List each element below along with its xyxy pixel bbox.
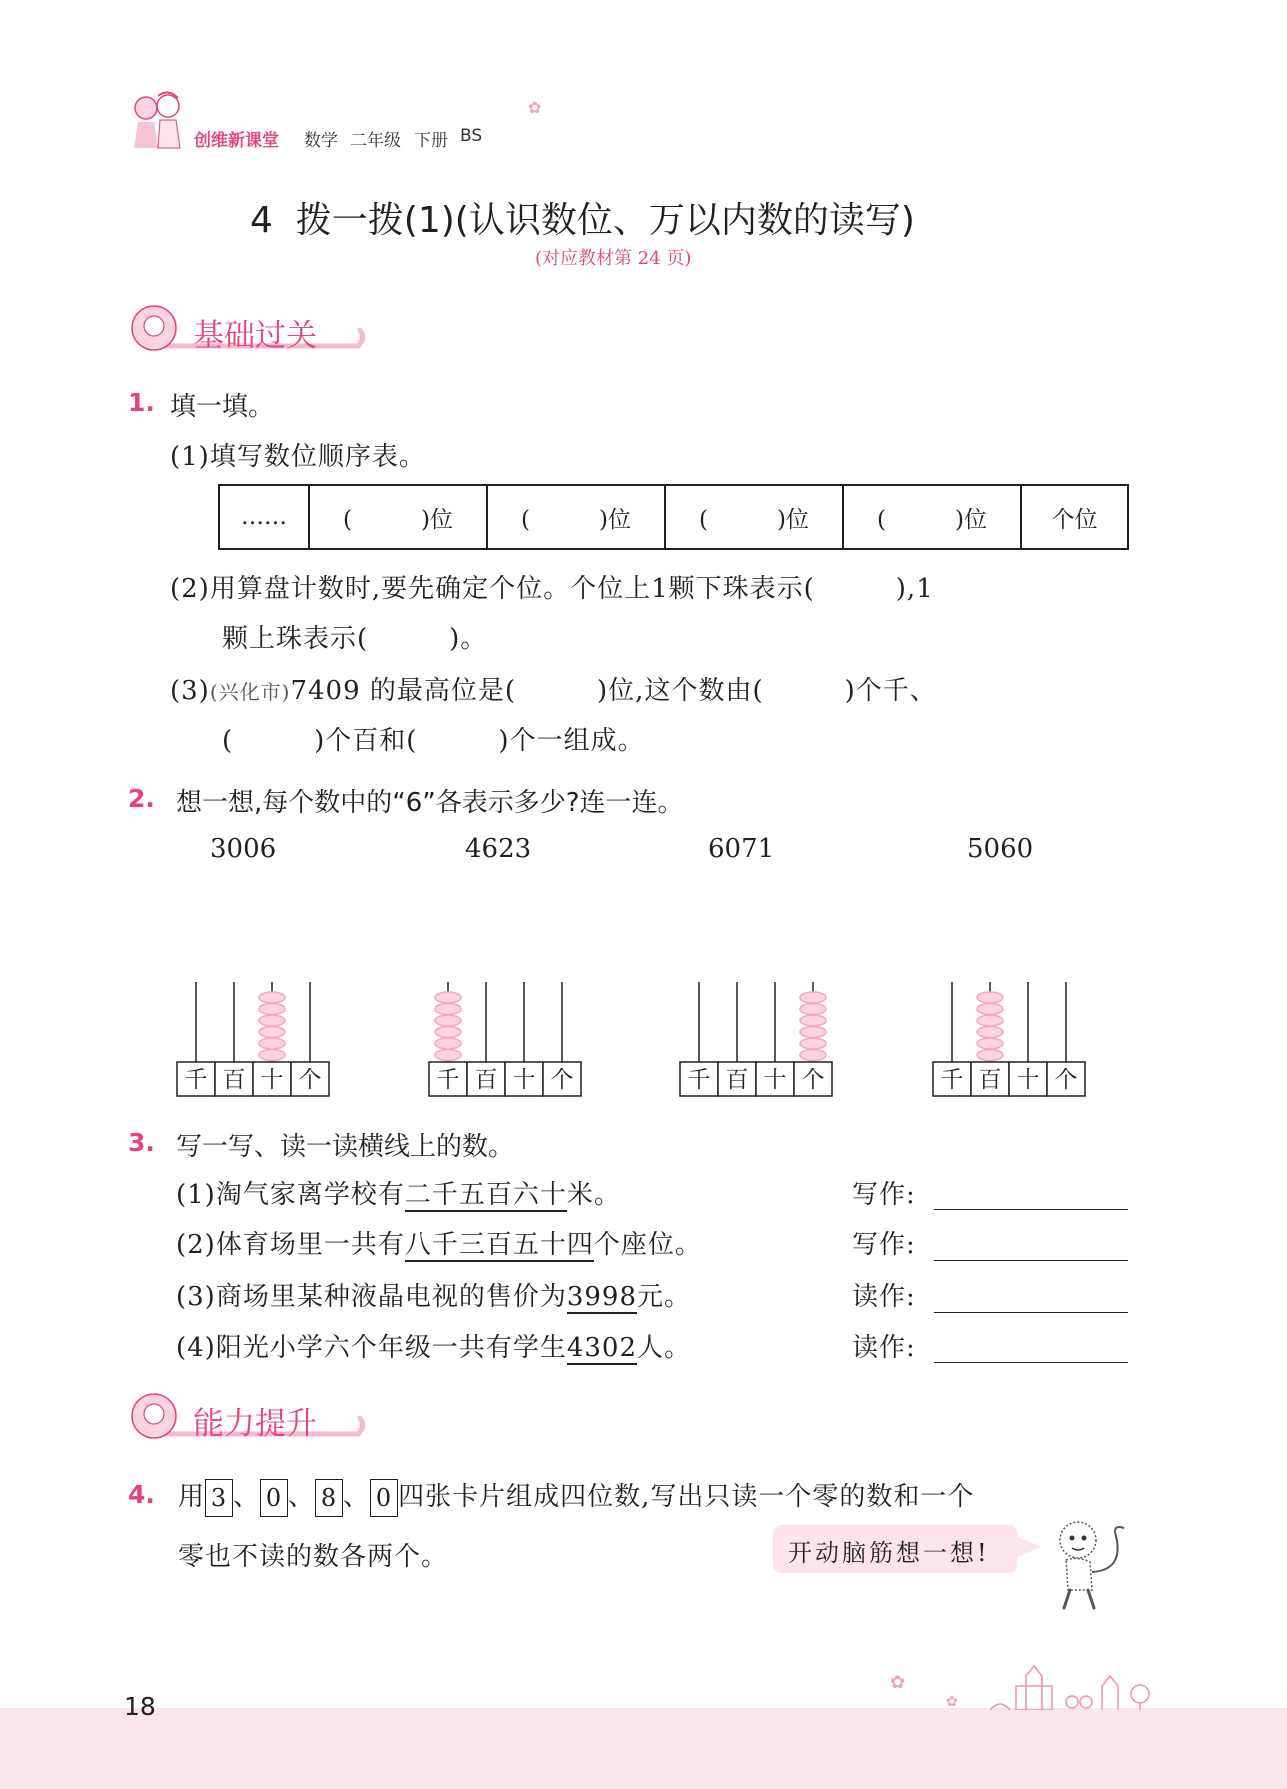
header-mascot-illustration (128, 88, 190, 152)
abacus-place-label: 个 (801, 1067, 825, 1093)
q2-number-a[interactable]: 3006 (210, 834, 277, 864)
q4-number: 4. (128, 1480, 155, 1509)
abacus-place-label: 千 (436, 1067, 460, 1093)
decorative-flower-icon: ✿ (946, 1694, 958, 1710)
q2-number: 2. (128, 784, 155, 813)
abacus-bead (977, 992, 1003, 1003)
abacus-place-label: 千 (184, 1067, 208, 1093)
place-cell-blank[interactable]: ( )位 (309, 485, 487, 549)
abacus-bead (259, 1004, 285, 1015)
abacus-bead (435, 1015, 461, 1026)
abacus-bead (977, 1038, 1003, 1049)
q3-answer-line-3[interactable] (934, 1312, 1128, 1313)
q3-item-4 (176, 1327, 691, 1364)
q3-underlined-number: 3998 (566, 1282, 638, 1312)
q4-line2: 零也不读的数各两个。 (178, 1542, 449, 1572)
hint-bubble-tail (1015, 1536, 1041, 1558)
q4-lead: 用 (178, 1482, 206, 1512)
lesson-title: 4 拨一拨(1)(认识数位、万以内数的读写) (250, 200, 915, 241)
q4-line1 (178, 1476, 974, 1517)
series-name: 创维新课堂 (194, 131, 279, 151)
monkey-mascot-illustration (1046, 1516, 1132, 1612)
abacus-bead (800, 1004, 826, 1015)
abacus-place-label: 十 (763, 1067, 787, 1093)
abacus-bead (800, 1027, 826, 1038)
decorative-flower-icon: ✿ (890, 1672, 906, 1693)
place-cell-blank[interactable]: ( )位 (665, 485, 843, 549)
q3-item-text: (3)商场里某种液晶电视的售价为 (176, 1282, 567, 1312)
q3-answer-label-3: 读作: (852, 1282, 916, 1312)
number-card: 8 (315, 1479, 343, 1517)
abacus-place-label: 十 (1016, 1067, 1040, 1093)
abacus-bead (800, 992, 826, 1003)
abacus-place-label: 个 (298, 1067, 322, 1093)
place-cell-blank[interactable]: ( )位 (487, 485, 665, 549)
q1-part3-label: (3) (170, 676, 210, 706)
abacus-place-label: 百 (978, 1067, 1002, 1093)
q3-item-1 (176, 1174, 621, 1211)
q2-number-c[interactable]: 6071 (708, 834, 775, 864)
q1-part1: (1)填写数位顺序表。 (170, 442, 426, 472)
abacus-bead (435, 1004, 461, 1015)
abacus-bead (977, 1004, 1003, 1015)
q3-item-2 (176, 1224, 702, 1261)
q1-part2-line2: 颗上珠表示( )。 (222, 624, 488, 654)
q3-underlined-number: 4302 (566, 1333, 638, 1363)
place-cell-blank[interactable]: ( )位 (843, 485, 1021, 549)
q3-answer-label-4: 读作: (852, 1333, 916, 1363)
q3-number: 3. (128, 1128, 155, 1157)
abacus-place-label: 个 (550, 1067, 574, 1093)
q1-part3-line2: ( )个百和( )个一组成。 (222, 726, 645, 756)
q2-number-d[interactable]: 5060 (967, 834, 1034, 864)
abacus-bead (435, 1038, 461, 1049)
number-card: 0 (260, 1479, 288, 1517)
section-title-basic: 基础过关 (193, 318, 317, 354)
abacus-place-label: 个 (1054, 1067, 1078, 1093)
edition-label: BS (460, 126, 483, 146)
place-cell-ellipsis: …… (219, 485, 309, 549)
place-value-table (218, 484, 1129, 550)
q1-part3-text: 7409 的最高位是( )位,这个数由( )个千、 (290, 676, 937, 706)
q3-underlined-number: 八千三百五十四 (404, 1230, 594, 1260)
abacus-bead (977, 1015, 1003, 1026)
abacus-place-label: 百 (474, 1067, 498, 1093)
q3-item-3 (176, 1276, 691, 1313)
abacus-bead (259, 992, 285, 1003)
abacus-bead (435, 992, 461, 1003)
q1-part3-line1 (170, 670, 937, 707)
castle-illustration (990, 1646, 1170, 1710)
q3-answer-label-1: 写作: (852, 1180, 916, 1210)
q3-item-unit: 人。 (637, 1333, 692, 1363)
q1-number: 1. (128, 388, 155, 417)
q3-underlined-number: 二千五百六十 (404, 1180, 567, 1210)
page-number: 18 (124, 1692, 156, 1721)
abacus-place-label: 千 (940, 1067, 964, 1093)
q3-item-unit: 米。 (566, 1180, 621, 1210)
q3-answer-line-2[interactable] (934, 1260, 1128, 1261)
abacus-place-label: 百 (725, 1067, 749, 1093)
abacus-place-label: 千 (687, 1067, 711, 1093)
q4-separator: 、 (233, 1482, 261, 1512)
q2-prompt: 想一想,每个数中的“6”各表示多少?连一连。 (176, 788, 684, 818)
volume-label: 下册 (414, 131, 448, 151)
q3-item-unit: 个座位。 (593, 1230, 702, 1260)
abacus-bead (800, 1015, 826, 1026)
abacus-bead (259, 1038, 285, 1049)
number-card: 3 (205, 1479, 233, 1517)
abacus-bead (259, 1050, 285, 1061)
q4-separator: 、 (288, 1482, 316, 1512)
q1-part3-source: (兴化市) (209, 680, 291, 704)
q3-item-unit: 元。 (637, 1282, 692, 1312)
abacus-bead (435, 1050, 461, 1061)
q3-item-text: (2)体育场里一共有 (176, 1230, 405, 1260)
q3-answer-line-4[interactable] (934, 1362, 1128, 1363)
hint-bubble-text: 开动脑筋想一想! (788, 1539, 990, 1567)
abacus-bead (259, 1015, 285, 1026)
q4-text: 四张卡片组成四位数,写出只读一个零的数和一个 (398, 1482, 975, 1512)
q1-prompt: 填一填。 (170, 392, 275, 422)
q3-item-text: (4)阳光小学六个年级一共有学生 (176, 1333, 567, 1363)
q1-part2-line1: (2)用算盘计数时,要先确定个位。个位上1颗下珠表示( ),1 (170, 574, 934, 604)
place-cell-ones: 个位 (1021, 485, 1128, 549)
abacus-bead (800, 1038, 826, 1049)
decorative-flower-icon: ✿ (528, 98, 542, 117)
grade-label: 二年级 (350, 131, 401, 151)
footer-band (0, 1708, 1287, 1789)
abacus-bead (977, 1050, 1003, 1061)
number-card: 0 (370, 1479, 398, 1517)
abacus-bead (977, 1027, 1003, 1038)
section-title-advanced: 能力提升 (193, 1406, 317, 1442)
subject-label: 数学 (304, 131, 338, 151)
abacus-bead (435, 1027, 461, 1038)
q3-answer-line-1[interactable] (934, 1209, 1128, 1210)
lesson-subtitle: (对应教材第 24 页) (535, 248, 692, 269)
abacus-bead (259, 1027, 285, 1038)
q3-prompt: 写一写、读一读横线上的数。 (176, 1132, 515, 1162)
abacus-place-label: 十 (512, 1067, 536, 1093)
q4-separator: 、 (343, 1482, 371, 1512)
abacus-place-label: 百 (222, 1067, 246, 1093)
q3-item-text: (1)淘气家离学校有 (176, 1180, 405, 1210)
q2-number-b[interactable]: 4623 (465, 834, 532, 864)
abacus-bead (800, 1050, 826, 1061)
abacus-place-label: 十 (260, 1067, 284, 1093)
q3-answer-label-2: 写作: (852, 1230, 916, 1260)
